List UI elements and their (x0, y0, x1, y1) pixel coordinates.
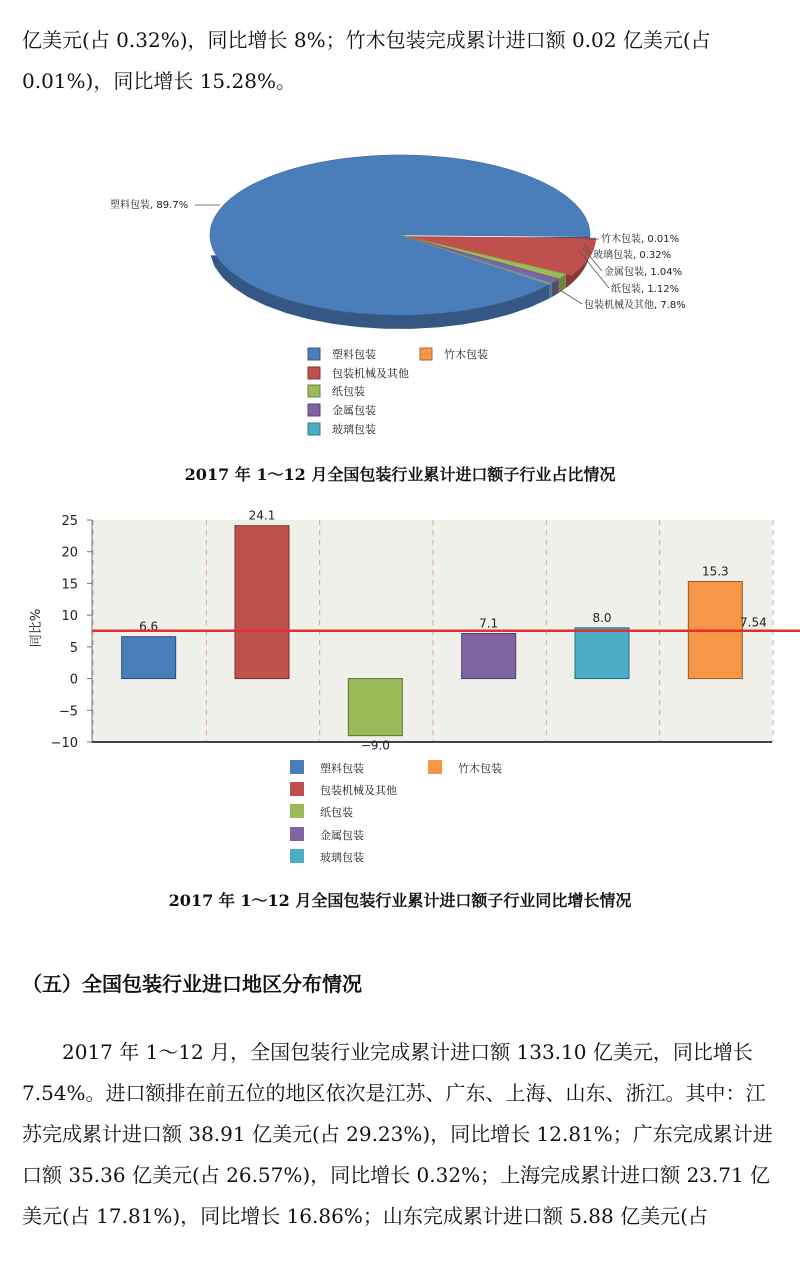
pie-legend-label-5: 玻璃包装 (332, 423, 376, 436)
bar-legend-label-2: 包装机械及其他 (320, 784, 397, 797)
pie-legend-swatch-1 (420, 348, 432, 360)
pie-legend-label-0: 塑料包装 (332, 348, 376, 361)
pie-legend-swatch-0 (308, 348, 320, 360)
pie-legend-label-1: 竹木包装 (444, 348, 488, 361)
bar-ytick-label-5: 0 (69, 672, 78, 688)
bar-legend-label-4: 金属包装 (320, 829, 364, 842)
pie-label-1: 包装机械及其他, 7.8% (584, 300, 686, 311)
bar-1 (235, 526, 289, 679)
bar-value-label-1: 24.1 (248, 508, 276, 523)
bar-value-label-4: 8.0 (592, 610, 612, 625)
pie-legend-swatch-3 (308, 385, 320, 397)
bar-ytick-label-7: −10 (50, 736, 78, 751)
bar-legend-swatch-0 (290, 760, 304, 774)
pie-legend-label-3: 纸包装 (332, 385, 365, 398)
bar-value-label-3: 7.1 (479, 616, 499, 631)
pie-chart (0, 150, 800, 450)
bar-4 (575, 628, 629, 679)
pie-label-5: 竹木包装, 0.01% (601, 234, 680, 245)
bar-legend-swatch-3 (290, 804, 304, 818)
bar-legend-swatch-2 (290, 782, 304, 796)
pie-legend-swatch-4 (308, 404, 320, 416)
bar-chart (0, 500, 800, 870)
pie-label-3: 金属包装, 1.04% (604, 267, 683, 278)
bar-value-label-0: 6.6 (139, 619, 159, 634)
bar-ytick-label-2: 15 (61, 577, 78, 593)
bar-3 (462, 634, 516, 679)
top-paragraph: 亿美元(占 0.32%)，同比增长 8%；竹木包装完成累计进口额 0.02 亿美元(占 0.01%)，同比增长 15.28%。 (22, 28, 711, 93)
bar-chart-caption: 2017 年 1～12 月全国包装行业累计进口额子行业同比增长情况 (168, 891, 632, 910)
bar-reference-label: 7.54 (740, 615, 767, 630)
bar-ytick-label-4: 5 (69, 640, 78, 656)
bar-legend-label-1: 竹木包装 (458, 762, 502, 775)
bar-legend-label-0: 塑料包装 (320, 762, 364, 775)
bar-legend-swatch-4 (290, 827, 304, 841)
pie-label-4: 玻璃包装, 0.32% (593, 250, 672, 261)
bar-ytick-label-3: 10 (61, 609, 78, 625)
bar-ytick-label-0: 25 (61, 514, 78, 529)
pie-legend-swatch-5 (308, 423, 320, 435)
pie-legend-label-4: 金属包装 (332, 404, 376, 417)
bottom-paragraph: 2017 年 1～12 月，全国包装行业完成累计进口额 133.10 亿美元，同比增长 7.54%。进口额排在前五位的地区依次是江苏、广东、上海、山东、浙江。其中：江苏完成累计进口额 38.91 亿美元(占 29.23%)，同比增长 12.81%；广东完成累计进口额 35.36 亿美元(占 26.57%)，同比增长 0.32%；上海完成累计进口额 23.71 亿美元(占 17.81%)，同比增长 16.86%；山东完成累计进口额 5.88 亿美元(占 (22, 1040, 773, 1228)
bar-legend-label-3: 纸包装 (320, 806, 353, 819)
bar-ytick-label-6: −5 (58, 704, 78, 720)
bar-legend-label-5: 玻璃包装 (320, 851, 364, 864)
bar-value-label-2: −9.0 (360, 738, 390, 753)
bar-2 (348, 679, 402, 736)
pie-label-0: 塑料包装, 89.7% (110, 200, 189, 211)
bar-value-label-5: 15.3 (701, 564, 729, 579)
section-heading: （五）全国包装行业进口地区分布情况 (22, 972, 362, 996)
pie-chart-caption: 2017 年 1～12 月全国包装行业累计进口额子行业占比情况 (184, 465, 616, 484)
bar-ytick-label-1: 20 (61, 545, 78, 561)
bar-y-label: 同比% (29, 608, 44, 648)
pie-label-2: 纸包装, 1.12% (611, 284, 680, 295)
bar-legend-swatch-5 (290, 849, 304, 863)
pie-legend-swatch-2 (308, 367, 320, 379)
bar-0 (122, 637, 176, 679)
pie-legend-label-2: 包装机械及其他 (332, 367, 409, 380)
pie-leader-1 (560, 290, 582, 304)
bar-legend-swatch-1 (428, 760, 442, 774)
